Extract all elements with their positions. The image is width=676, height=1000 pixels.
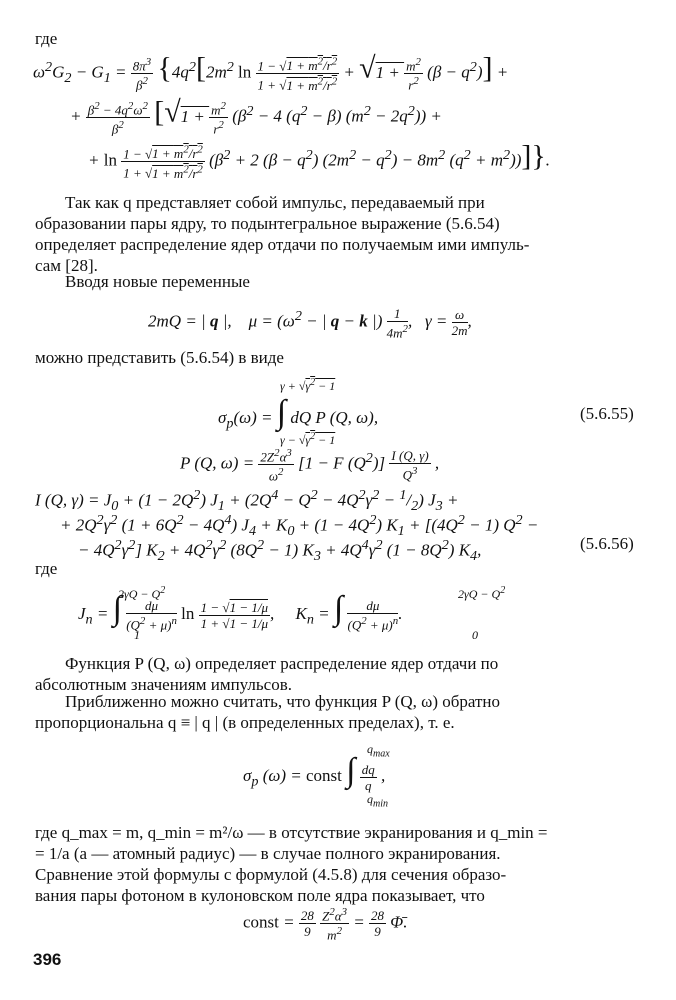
equation-sigma-p-integral: $\gamma + √\gamma^2 - 1$ $\sigma_p(\omega)$ = ∫ dQ P (Q, ω), $\gamma - √\gamma^2 - 1$ bbox=[218, 377, 379, 447]
paragraph-line: = 1/a (a — атомный радиус) — в случае полного экранирования. bbox=[35, 844, 501, 863]
paragraph-approx bbox=[35, 691, 647, 733]
word-gde-top: где bbox=[35, 29, 58, 48]
paragraph-line: сам [28]. bbox=[35, 256, 98, 275]
paragraph-line: где q_max = m, q_min = m²/ω — в отсутствие экранирования и q_min = bbox=[35, 823, 548, 842]
paragraph-line: Приближенно можно считать, что функция P (Q, ω) обратно bbox=[65, 692, 501, 711]
equation-tag-5656: (5.6.56) bbox=[580, 534, 634, 553]
equation-g2-line-2: + $\frac{\beta^2 - 4q^2\omega^2}{\beta^2}$ [√1 + $\frac{m^2}{r^2}$ ($\beta^2 - 4$ $(q^2 - \beta) (m^2 - 2q^2)$) + bbox=[70, 95, 442, 137]
equation-variables: 2mQ = | q |, $\mu = (\omega^2$ − | q − k |) $\frac{1}{4m^2}$ , γ = $\frac{\omega}{2m}$ , bbox=[148, 305, 472, 340]
paragraph-line: Функция P (Q, ω) определяет распределение ядер отдачи по bbox=[65, 654, 499, 673]
paragraph-line: Так как q представляет собой импульс, передаваемый при bbox=[65, 193, 485, 212]
paragraph-line: абсолютным значениям импульсов. bbox=[35, 675, 292, 694]
word-gde-middle: где bbox=[35, 559, 58, 578]
equation-I-line-3: − $4Q^2\gamma^2$] $K_2 + 4Q^2\gamma^2$ $(8Q^2 - 1) K_3 + 4Q^4\gamma^2$ $(1 - 8Q^2)$ $K_4$, bbox=[78, 537, 482, 565]
paragraph-line: образовании пары ядру, то подынтегральное выражение (5.6.54) bbox=[35, 214, 500, 233]
equation-I-line-1: I (Q, $\gamma) = J_0 + (1 - 2Q^2) J_1 + (2Q^4 - Q^2 - 4Q^2\gamma^2 - ^1/_2) J_3$ + bbox=[35, 487, 459, 515]
paragraph-function-P bbox=[35, 653, 647, 695]
equation-tag-5655: (5.6.55) bbox=[580, 404, 634, 423]
equation-P-Q-omega: P (Q, ω) = $\frac{2Z^2\alpha^3}{\omega^2}$ [1 − F $(Q^2)$] $\frac{I (Q, \gamma)}{Q^3}$ , bbox=[180, 447, 440, 484]
equation-sigma-const: $q_{max}$ $\sigma_p$ (ω) = const ∫ $\frac{dq}{q}$ , $q_{min}$ bbox=[243, 742, 390, 810]
page-number: 396 bbox=[33, 950, 62, 969]
equation-g2-line-3: + ln $\frac{1 - √1 + m^2/r^2}{1 + √1 + m^2/r^2}$ ($\beta^2 + 2$ $(\beta - q^2)$ $(2m^2 - q^2) - 8m^2$ $(q^2 + m^2)$)]}. bbox=[88, 139, 551, 181]
equation-const-value: const = $\frac{28}{9}$ $\frac{Z^2\alpha^3}{m^2}$ = $\frac{28}{9}$ Φ̄. bbox=[243, 906, 408, 943]
equation-Jn-Kn: $2\gamma Q - Q^2$ 1 $J_n$ = ∫ $\frac{d\mu}{(Q^2 + \mu)^n}$ ln $\frac{1 - √1 - 1/\mu}{1 + √1 - 1/\mu}$ , $K_n$ = ∫ $\frac{d\mu}{(Q^2 + \mu)^n}$ . $2\gamma Q - Q^2$ 0 bbox=[78, 585, 506, 642]
paragraph-line: Сравнение этой формулы с формулой (4.5.8) для сечения образо- bbox=[35, 865, 507, 884]
paragraph-represent: можно представить (5.6.54) в виде bbox=[35, 348, 284, 367]
equation-g2-line-1: $\omega^2G_2 - G_1$ = $\frac{8\pi^3}{\beta^2}$ {$4q^2[2m^2$ ln $\frac{1 - √1 + m^2/r^2}{1 + √1 + m^2/r^2}$ + √1 + $\frac{m^2}{r^2}$ $(\beta - q^2)$] + bbox=[33, 51, 509, 93]
paragraph-line: пропорциональна q ≡ | q | (в определенных пределах), т. е. bbox=[35, 713, 455, 732]
paragraph-line: вания пары фотоном в кулоновском поле ядра показывает, что bbox=[35, 886, 485, 905]
paragraph-new-variables: Вводя новые переменные bbox=[65, 272, 250, 291]
paragraph-momentum bbox=[35, 192, 647, 276]
paragraph-screening bbox=[35, 822, 647, 906]
equation-I-line-2: + $2Q^2\gamma^2$ $(1 + 6Q^2 - 4Q^4)$ $J_4 + K_0 + (1 - 4Q^2) K_1 + [(4Q^2 - 1) Q^2$ − bbox=[60, 512, 539, 540]
paragraph-line: определяет распределение ядер отдачи по получаемым ими импуль- bbox=[35, 235, 530, 254]
